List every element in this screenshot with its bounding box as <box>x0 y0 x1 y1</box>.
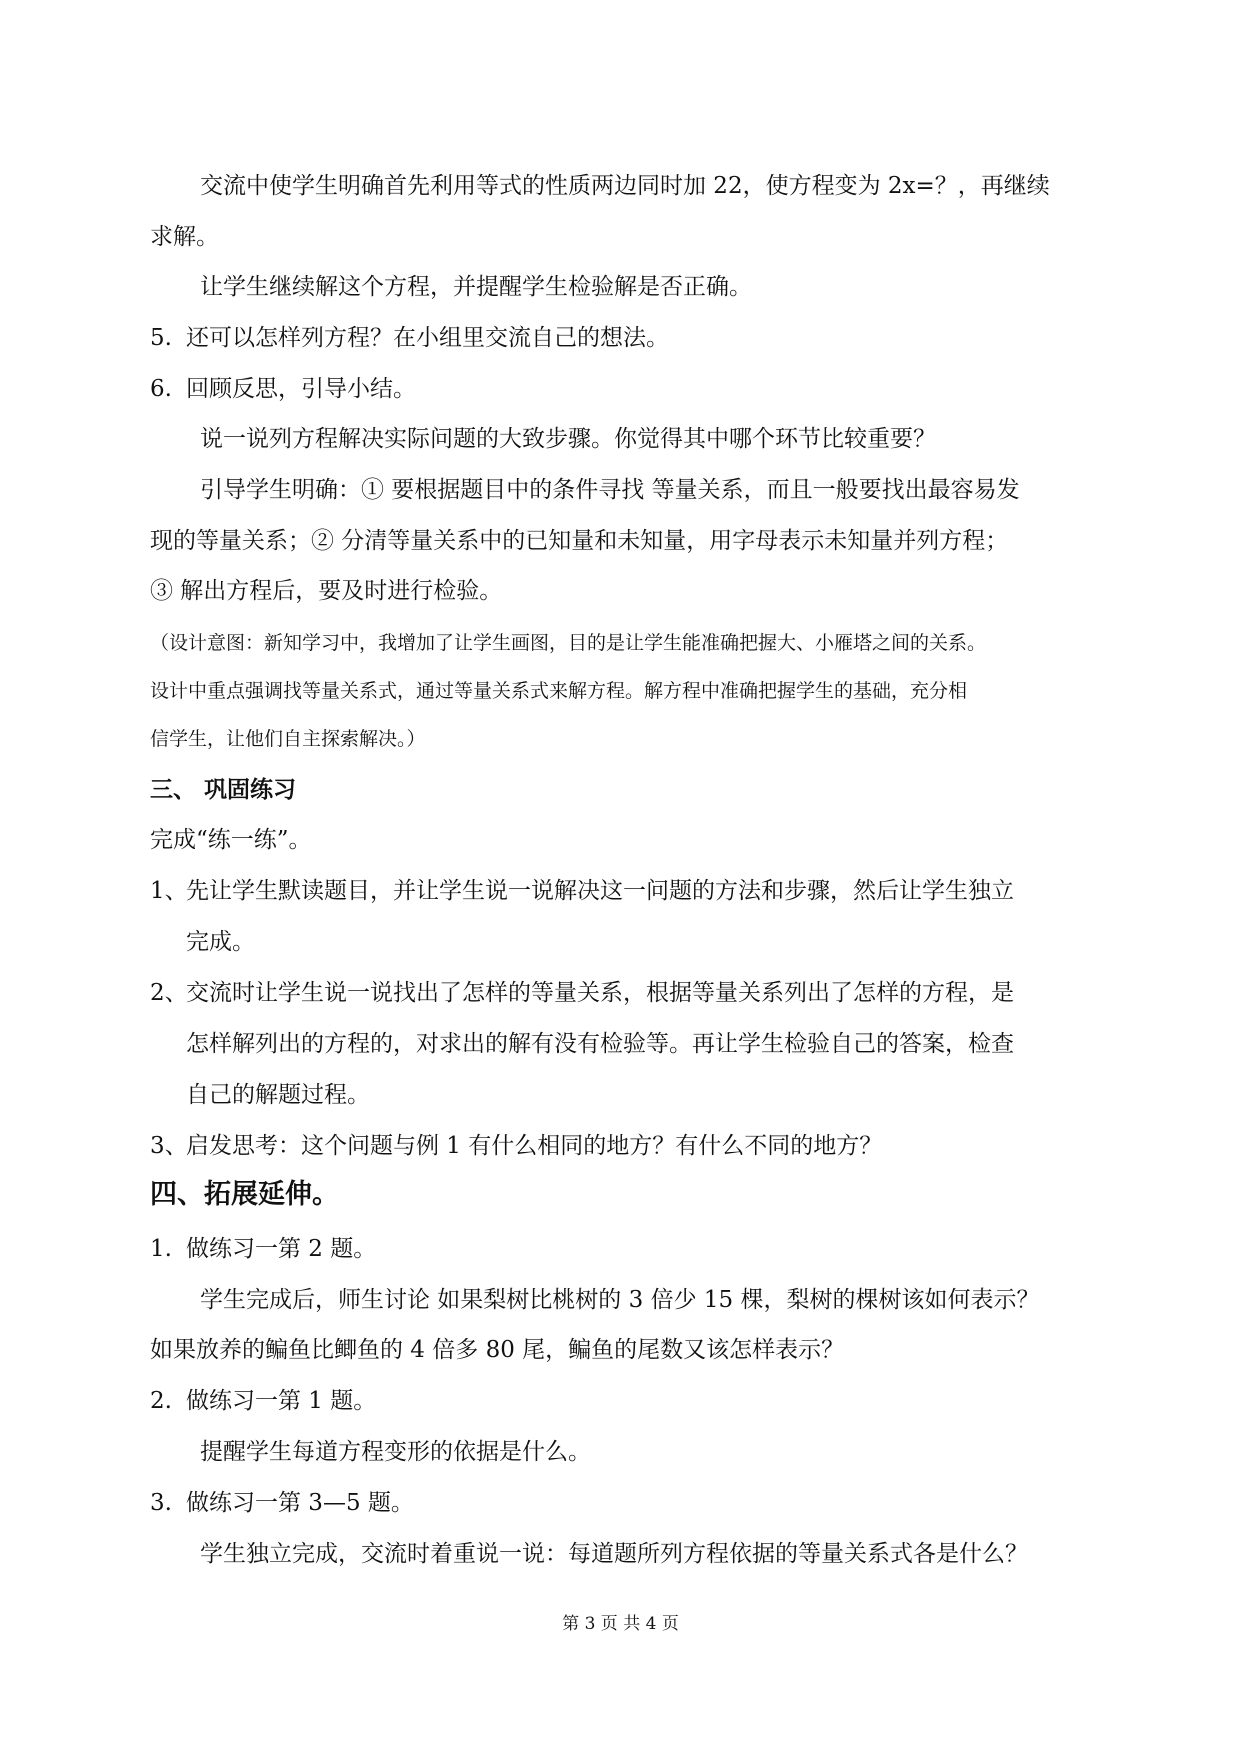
paragraph-line: 说一说列方程解决实际问题的大致步骤。你觉得其中哪个环节比较重要？ <box>200 426 936 452</box>
list-item-continuation: 完成。 <box>186 929 255 955</box>
list-item <box>150 1488 1100 1518</box>
list-item <box>150 374 1100 404</box>
page-footer: 第 3 页 共 4 页 <box>562 1614 679 1634</box>
list-item-text: 回顾反思，引导小结。 <box>186 376 416 402</box>
list-number: 1. <box>150 1236 172 1262</box>
list-number: 2. <box>150 1388 172 1414</box>
design-note-line: （设计意图：新知学习中，我增加了让学生画图，目的是让学生能准确把握大、小雁塔之间的关系。 <box>150 632 987 654</box>
list-number: 3. <box>150 1490 172 1516</box>
paragraph-line: ③ 解出方程后，要及时进行检验。 <box>150 578 503 604</box>
list-number: 2、 <box>150 980 188 1006</box>
design-note-line: 设计中重点强调找等量关系式，通过等量关系式来解方程。解方程中准确把握学生的基础，充分相 <box>150 680 968 702</box>
list-item <box>150 1131 1100 1161</box>
list-item <box>150 978 1100 1008</box>
list-item-continuation: 怎样解列出的方程的，对求出的解有没有检验等。再让学生检验自己的答案，检查 <box>186 1031 1014 1057</box>
paragraph-line: 如果放养的鳊鱼比鲫鱼的 4 倍多 80 尾，鳊鱼的尾数又该怎样表示？ <box>150 1337 845 1363</box>
paragraph-line: 交流中使学生明确首先利用等式的性质两边同时加 22，使方程变为 2x=？，再继续 <box>200 173 1050 199</box>
list-item-text: 做练习一第 1 题。 <box>186 1388 377 1414</box>
list-item-continuation: 自己的解题过程。 <box>186 1082 370 1108</box>
list-item <box>150 1234 1100 1264</box>
section-heading: 三、 巩固练习 <box>150 776 297 803</box>
paragraph-line: 求解。 <box>150 224 219 250</box>
list-item-text: 做练习一第 3—5 题。 <box>186 1490 414 1516</box>
list-item <box>150 323 1100 353</box>
list-number: 5. <box>150 325 172 351</box>
paragraph-line: 完成“练一练”。 <box>150 827 312 853</box>
list-item <box>150 1386 1100 1416</box>
list-item-text: 还可以怎样列方程？在小组里交流自己的想法。 <box>186 325 669 351</box>
list-number: 6. <box>150 376 172 402</box>
design-note-line: 信学生，让他们自主探索解决。） <box>150 728 426 750</box>
list-item-text: 先让学生默读题目，并让学生说一说解决这一问题的方法和步骤，然后让学生独立 <box>186 878 1014 904</box>
list-item-text: 交流时让学生说一说找出了怎样的等量关系，根据等量关系列出了怎样的方程，是 <box>186 980 1014 1006</box>
list-number: 1、 <box>150 878 188 904</box>
paragraph-line: 学生完成后，师生讨论 如果梨树比桃树的 3 倍少 15 棵，梨树的棵树该如何表示？ <box>200 1287 1040 1313</box>
section-heading: 四、拓展延伸。 <box>150 1179 339 1210</box>
paragraph-line: 引导学生明确：① 要根据题目中的条件寻找 等量关系，而且一般要找出最容易发 <box>200 477 1020 503</box>
list-number: 3、 <box>150 1133 188 1159</box>
paragraph-line: 提醒学生每道方程变形的依据是什么。 <box>200 1439 591 1465</box>
list-item-text: 做练习一第 2 题。 <box>186 1236 377 1262</box>
paragraph-line: 现的等量关系；② 分清等量关系中的已知量和未知量，用字母表示未知量并列方程； <box>150 528 1009 554</box>
list-item <box>150 876 1100 906</box>
list-item-text: 启发思考：这个问题与例 1 有什么相同的地方？有什么不同的地方？ <box>186 1133 883 1159</box>
paragraph-line: 让学生继续解这个方程，并提醒学生检验解是否正确。 <box>200 274 752 300</box>
paragraph-line: 学生独立完成，交流时着重说一说：每道题所列方程依据的等量关系式各是什么？ <box>200 1541 1028 1567</box>
